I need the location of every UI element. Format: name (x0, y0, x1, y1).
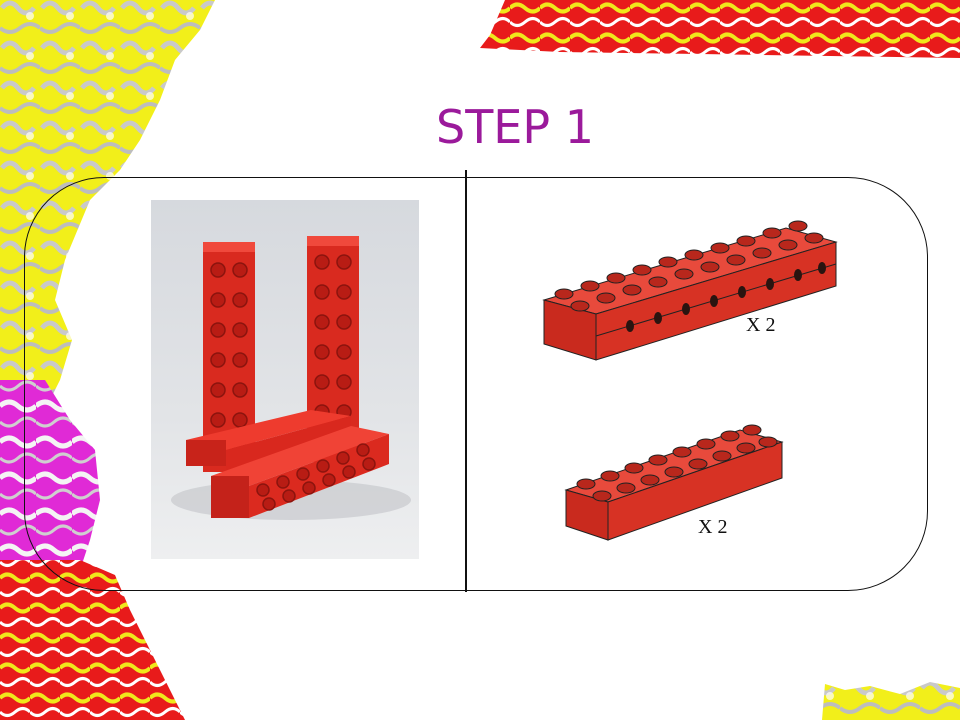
assembly-illustration (151, 200, 419, 559)
assembly-photo (151, 200, 419, 559)
short-brick-illustration (562, 416, 788, 544)
panel-divider (465, 170, 467, 592)
long-brick-quantity: X 2 (746, 314, 776, 336)
short-brick-quantity: X 2 (698, 516, 728, 538)
long-brick-illustration (540, 208, 840, 370)
slide-title: STEP 1 (436, 100, 594, 154)
